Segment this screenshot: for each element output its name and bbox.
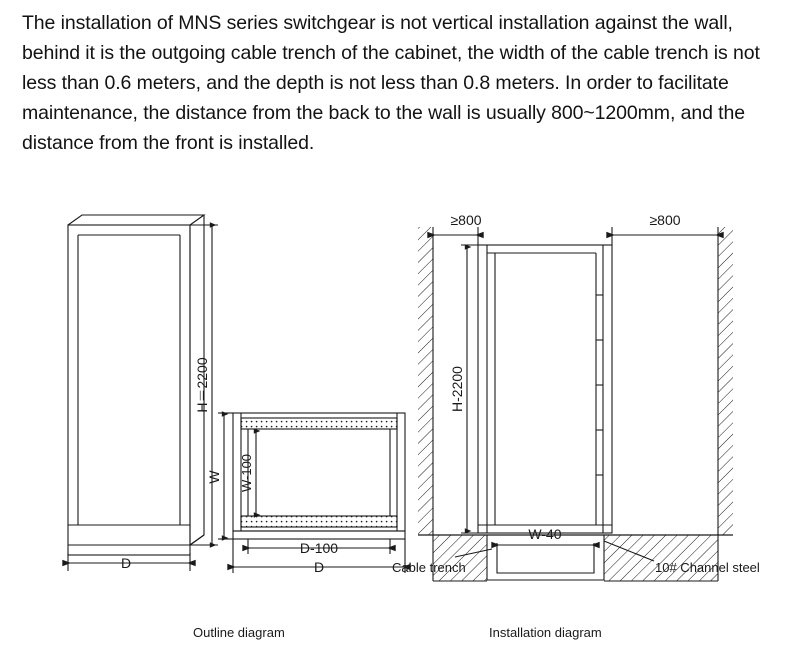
installed-cabinet — [478, 245, 612, 533]
caption-installation-diagram: Installation diagram — [489, 625, 602, 640]
label-clearance-right: ≥800 — [649, 212, 681, 228]
wall-left — [418, 227, 433, 535]
label-width-minus-40: W-40 — [528, 526, 562, 542]
outline-cabinet — [68, 215, 204, 555]
label-clearance-left: ≥800 — [450, 212, 482, 228]
label-height-outline: H＝2200 — [194, 357, 210, 413]
outline-small-cabinet — [233, 413, 405, 539]
wall-right — [718, 227, 733, 535]
label-depth-outline: D — [120, 555, 132, 571]
intro-paragraph: The installation of MNS series switchgear is not vertical installation against the wall, behind it is the outgoing cable trench of the cabinet, the width of the cable trench is not less than 0.6 meters, and the depth is not less than 0.8 meters. In order to facilitate maintenance, the distance from the back to the wall is usually 800~1200mm, and the distance from the front is installed. — [22, 12, 760, 154]
drawing-svg — [0, 205, 800, 665]
label-depth-minus-100: D-100 — [299, 540, 339, 556]
dim-clearance-right — [612, 227, 716, 245]
label-depth-small: D — [313, 559, 325, 575]
label-channel-steel: 10# Channel steel — [655, 560, 760, 575]
dim-clearance-left — [435, 227, 478, 245]
label-height-install: H-2200 — [449, 366, 465, 412]
label-cable-trench: Cable trench — [392, 560, 466, 575]
caption-outline-diagram: Outline diagram — [193, 625, 285, 640]
label-width-outline: W — [206, 470, 222, 484]
label-width-minus-100: W-100 — [239, 453, 254, 493]
technical-drawing — [0, 205, 800, 665]
